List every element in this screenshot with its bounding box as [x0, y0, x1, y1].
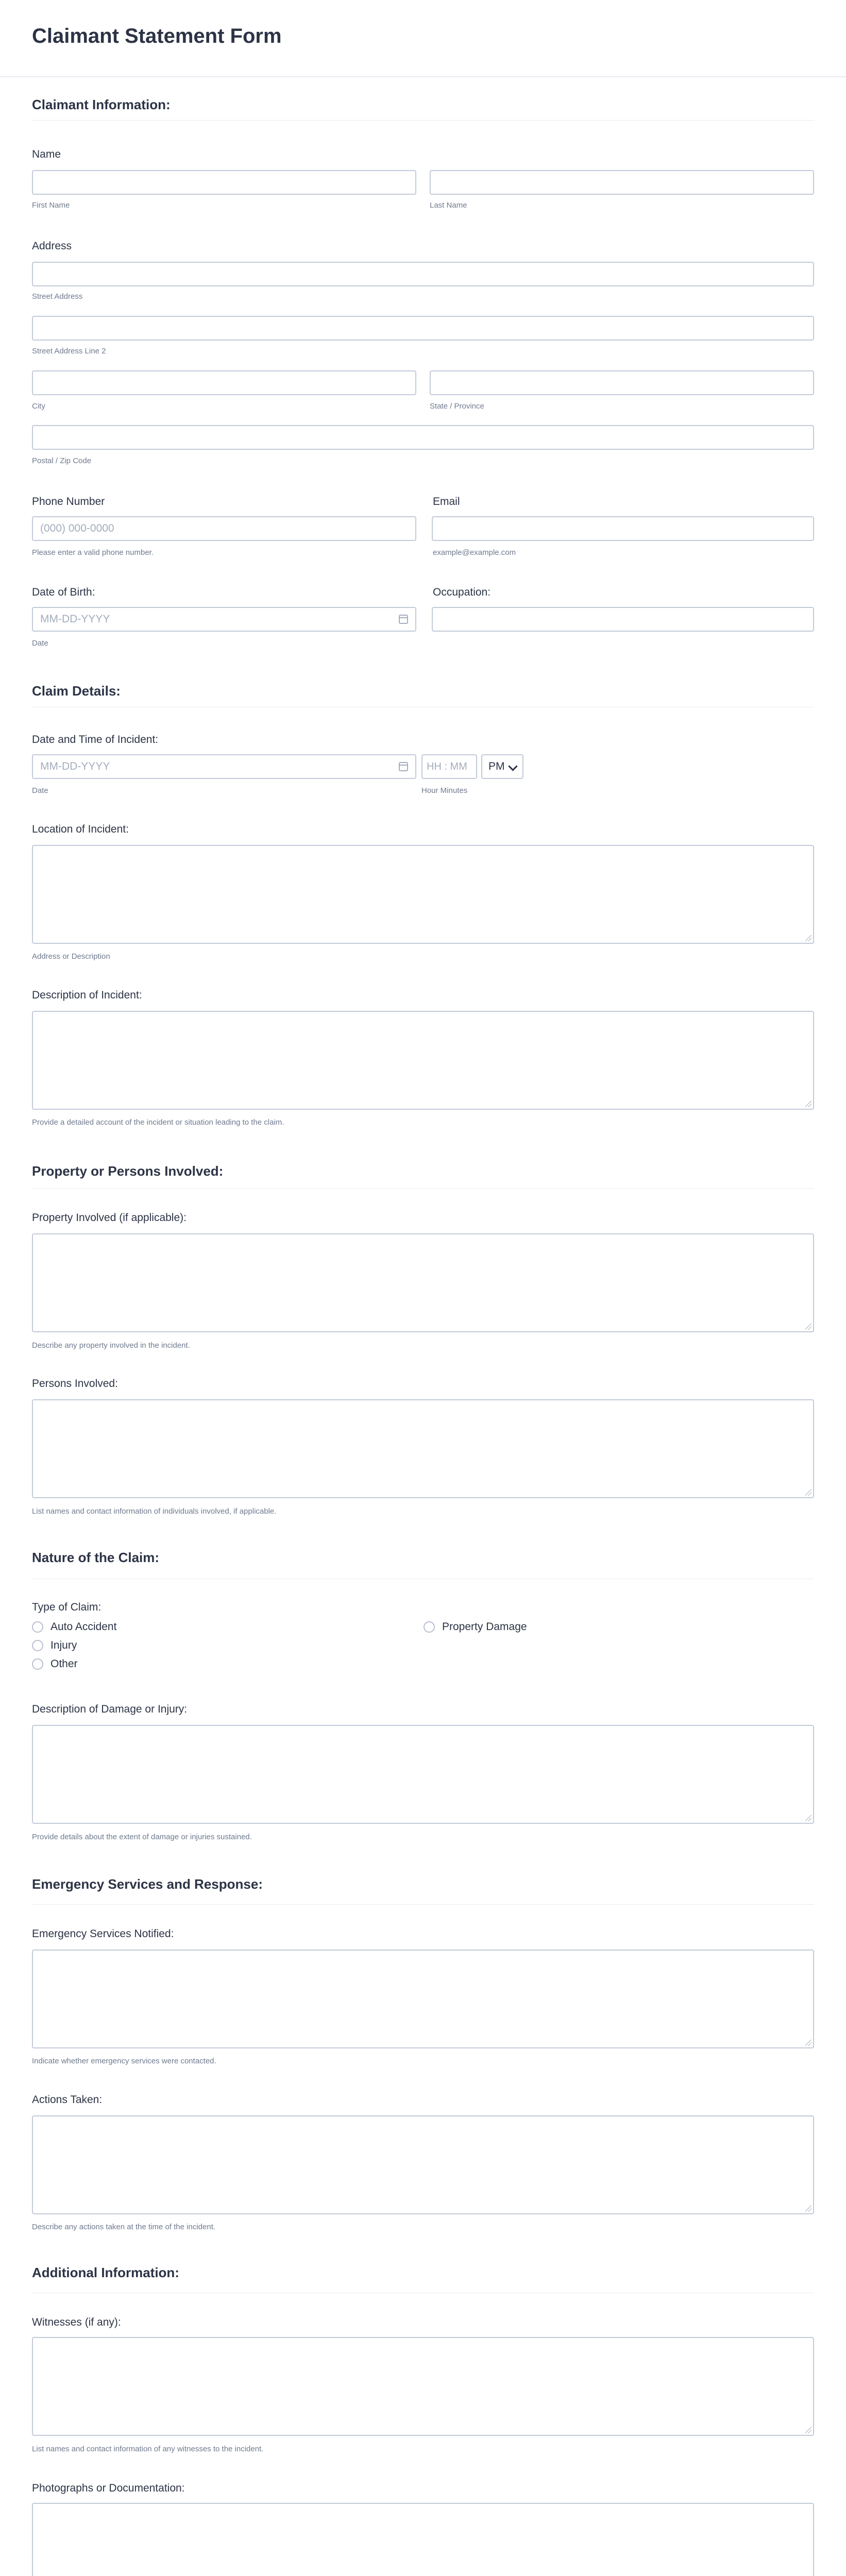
- occupation-input[interactable]: [432, 607, 814, 632]
- incident-date-input[interactable]: [32, 754, 416, 779]
- property-label: Property Involved (if applicable):: [32, 1212, 187, 1224]
- radio-circle[interactable]: [32, 1621, 43, 1633]
- resize-handle[interactable]: [805, 1815, 811, 1821]
- persons-label: Persons Involved:: [32, 1378, 118, 1389]
- witnesses-textarea[interactable]: [32, 2337, 814, 2436]
- description-label: Description of Incident:: [32, 989, 142, 1001]
- photos-label: Photographs or Documentation:: [32, 2482, 185, 2494]
- dob-sublabel: Date: [32, 639, 48, 648]
- dob-label: Date of Birth:: [32, 586, 95, 598]
- section-title-additional-info: Additional Information:: [32, 2265, 179, 2280]
- emergency-notified-label: Emergency Services Notified:: [32, 1928, 174, 1940]
- location-textarea[interactable]: [32, 845, 814, 944]
- resize-handle[interactable]: [805, 935, 811, 941]
- section-title-nature-of-claim: Nature of the Claim:: [32, 1550, 160, 1565]
- phone-input[interactable]: (000) 000-0000: [32, 516, 416, 541]
- form-title: Claimant Statement Form: [32, 25, 282, 47]
- radio-option-other[interactable]: [32, 1658, 78, 1670]
- claim-type-label: Type of Claim:: [32, 1601, 101, 1613]
- zip-code-input[interactable]: [32, 425, 814, 450]
- actions-sublabel: Describe any actions taken at the time of the incident.: [32, 2223, 216, 2231]
- email-sublabel: example@example.com: [433, 548, 516, 557]
- description-sublabel: Provide a detailed account of the incident or situation leading to the claim.: [32, 1118, 284, 1127]
- phone-sublabel: Please enter a valid phone number.: [32, 548, 154, 557]
- persons-sublabel: List names and contact information of individuals involved, if applicable.: [32, 1507, 277, 1516]
- incident-date-sublabel: Date: [32, 786, 48, 795]
- radio-option-auto-accident[interactable]: [32, 1621, 116, 1633]
- incident-date-placeholder: MM-DD-YYYY: [40, 760, 110, 772]
- section-title-emergency-services: Emergency Services and Response:: [32, 1876, 263, 1892]
- street-address-sublabel: Street Address: [32, 292, 83, 301]
- zip-code-sublabel: Postal / Zip Code: [32, 456, 92, 465]
- incident-time-input[interactable]: HH : MM: [421, 754, 477, 779]
- chevron-down-icon: [508, 761, 517, 771]
- witnesses-sublabel: List names and contact information of any witnesses to the incident.: [32, 2445, 264, 2453]
- street-address-line2-sublabel: Street Address Line 2: [32, 347, 106, 355]
- radio-option-property-damage[interactable]: [424, 1621, 527, 1633]
- resize-handle[interactable]: [805, 2427, 811, 2433]
- section-divider: [32, 1188, 814, 1189]
- damage-label: Description of Damage or Injury:: [32, 1703, 188, 1715]
- first-name-input[interactable]: [32, 170, 416, 195]
- witnesses-label: Witnesses (if any):: [32, 2316, 121, 2328]
- photos-textarea[interactable]: [32, 2503, 814, 2576]
- first-name-sublabel: First Name: [32, 201, 70, 210]
- radio-label: Other: [50, 1658, 78, 1670]
- radio-label: Property Damage: [442, 1621, 527, 1633]
- emergency-notified-sublabel: Indicate whether emergency services were contacted.: [32, 2057, 216, 2065]
- form-header: [0, 0, 846, 77]
- resize-handle[interactable]: [805, 2206, 811, 2212]
- radio-option-injury[interactable]: [32, 1639, 77, 1652]
- phone-label: Phone Number: [32, 496, 105, 507]
- resize-handle[interactable]: [805, 1324, 811, 1330]
- actions-label: Actions Taken:: [32, 2094, 103, 2106]
- dob-input[interactable]: [32, 607, 416, 632]
- email-label: Email: [433, 496, 460, 507]
- calendar-icon[interactable]: [399, 762, 408, 771]
- section-title-claim-details: Claim Details:: [32, 683, 121, 699]
- incident-datetime-label: Date and Time of Incident:: [32, 734, 159, 745]
- radio-circle[interactable]: [32, 1658, 43, 1670]
- section-divider: [32, 1904, 814, 1905]
- damage-sublabel: Provide details about the extent of damage or injuries sustained.: [32, 1833, 252, 1841]
- property-textarea[interactable]: [32, 1233, 814, 1332]
- ampm-select[interactable]: [481, 754, 523, 779]
- location-label: Location of Incident:: [32, 823, 129, 835]
- calendar-icon[interactable]: [399, 615, 408, 624]
- persons-textarea[interactable]: [32, 1399, 814, 1498]
- city-input[interactable]: [32, 370, 416, 395]
- resize-handle[interactable]: [805, 1101, 811, 1107]
- city-sublabel: City: [32, 402, 45, 411]
- radio-label: Injury: [50, 1639, 77, 1651]
- last-name-sublabel: Last Name: [430, 201, 467, 210]
- section-divider: [32, 120, 814, 121]
- section-title-claimant-information: Claimant Information:: [32, 97, 171, 112]
- incident-time-sublabel: Hour Minutes: [421, 786, 468, 795]
- resize-handle[interactable]: [805, 1489, 811, 1496]
- resize-handle[interactable]: [805, 2040, 811, 2046]
- description-textarea[interactable]: [32, 1011, 814, 1110]
- name-label: Name: [32, 148, 61, 160]
- radio-label: Auto Accident: [50, 1621, 117, 1633]
- street-address-line2-input[interactable]: [32, 316, 814, 341]
- dob-placeholder: MM-DD-YYYY: [40, 613, 110, 625]
- email-input[interactable]: [432, 516, 814, 541]
- actions-textarea[interactable]: [32, 2115, 814, 2214]
- location-sublabel: Address or Description: [32, 952, 110, 961]
- section-title-property-persons: Property or Persons Involved:: [32, 1163, 224, 1179]
- damage-textarea[interactable]: [32, 1725, 814, 1824]
- occupation-label: Occupation:: [433, 586, 491, 598]
- emergency-notified-textarea[interactable]: [32, 1950, 814, 2048]
- property-sublabel: Describe any property involved in the incident.: [32, 1341, 190, 1350]
- last-name-input[interactable]: [430, 170, 814, 195]
- state-sublabel: State / Province: [430, 402, 484, 411]
- ampm-value: PM: [488, 760, 505, 772]
- state-input[interactable]: [430, 370, 814, 395]
- radio-circle[interactable]: [424, 1621, 435, 1633]
- street-address-input[interactable]: [32, 262, 814, 286]
- address-label: Address: [32, 240, 72, 252]
- radio-circle[interactable]: [32, 1640, 43, 1651]
